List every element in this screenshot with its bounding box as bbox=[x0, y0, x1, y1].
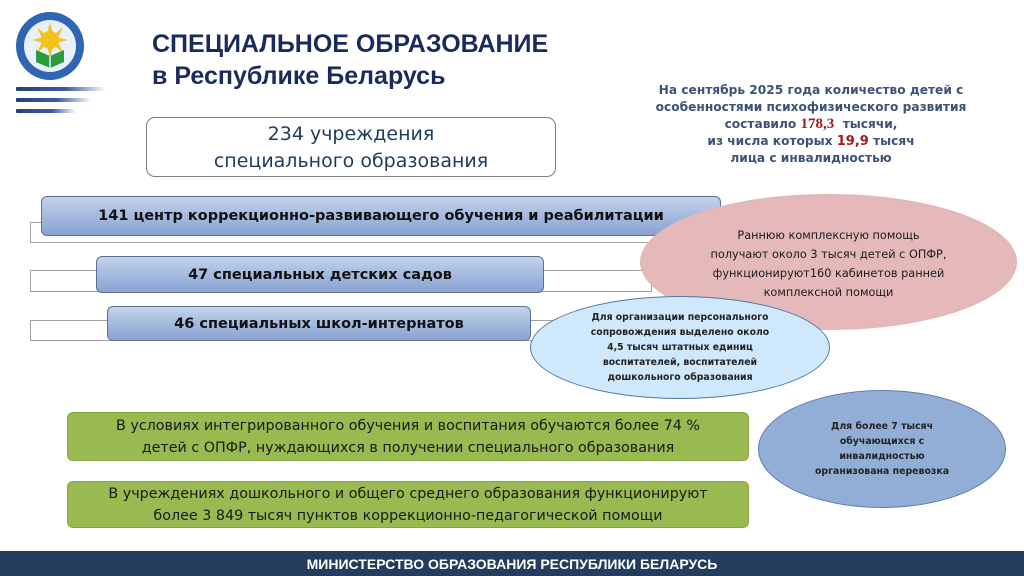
ellipse-line: Раннюю комплексную помощь bbox=[737, 229, 920, 242]
children-total-value: 178,3 bbox=[800, 116, 835, 132]
bar-label: 47 специальных детских садов bbox=[188, 266, 452, 283]
green-box-line: детей с ОПФР, нуждающихся в получении специального образования bbox=[141, 439, 675, 456]
stat-text: из числа которых bbox=[707, 134, 837, 148]
decorative-stripe bbox=[16, 87, 106, 91]
ellipse-line: дошкольного образования bbox=[607, 372, 753, 383]
ellipse-line: воспитателей, воспитателей bbox=[602, 357, 758, 368]
bar-label: 46 специальных школ-интернатов bbox=[174, 315, 464, 332]
rehab-centers-bar bbox=[41, 196, 721, 236]
stat-line: особенностями психофизического развития bbox=[655, 100, 967, 114]
correction-points-box bbox=[67, 481, 749, 528]
ellipse-line: организована перевозка bbox=[814, 466, 950, 477]
footer-text: МИНИСТЕРСТВО ОБРАЗОВАНИЯ РЕСПУБЛИКИ БЕЛАРУСЬ bbox=[306, 555, 718, 572]
stat-line bbox=[630, 116, 992, 133]
kindergartens-bar bbox=[96, 256, 544, 293]
stat-text: составило bbox=[724, 117, 801, 131]
ellipse-line: сопровождения выделено около bbox=[590, 327, 770, 338]
bar-label: 141 центр коррекционно-развивающего обучения и реабилитации bbox=[98, 208, 664, 224]
institutions-line: специального образования bbox=[213, 150, 489, 172]
stat-line: На сентябрь 2025 года количество детей с bbox=[658, 83, 964, 97]
green-box-line: В условиях интегрированного обучения и воспитания обучаются более 74 % bbox=[116, 417, 700, 434]
stat-text: тысячи, bbox=[834, 117, 898, 131]
institutions-total-box bbox=[146, 117, 556, 177]
ellipse-line: Для организации персонального bbox=[591, 312, 769, 323]
title-line-2: в Республике Беларусь bbox=[152, 62, 446, 90]
ellipse-line: комплексной помощи bbox=[763, 286, 894, 299]
integrated-education-box bbox=[67, 412, 749, 461]
decorative-stripe bbox=[16, 98, 91, 102]
institutions-line: 234 учреждения bbox=[267, 123, 435, 145]
disabled-total-value: 19,9 bbox=[836, 134, 869, 149]
ellipse-line: инвалидностью bbox=[839, 451, 925, 462]
ellipse-line: получают около 3 тысяч детей с ОПФР, bbox=[710, 248, 947, 261]
stat-line: лица с инвалидностью bbox=[730, 151, 892, 165]
page-title bbox=[152, 28, 548, 92]
ellipse-line: 4,5 тысяч штатных единиц bbox=[607, 342, 753, 353]
ministry-emblem-icon bbox=[12, 10, 88, 82]
ellipse-line: обучающихся с bbox=[839, 436, 925, 447]
ellipse-line: Для более 7 тысяч bbox=[830, 421, 934, 432]
transport-ellipse bbox=[758, 390, 1006, 508]
decorative-stripe bbox=[16, 109, 76, 113]
stat-text: тысяч bbox=[868, 134, 915, 148]
footer-banner bbox=[0, 551, 1024, 576]
boarding-schools-bar bbox=[107, 306, 531, 341]
green-box-line: В учреждениях дошкольного и общего среднего образования функционируют bbox=[108, 485, 708, 502]
ellipse-line: функционируют160 кабинетов ранней bbox=[712, 267, 945, 280]
children-statistics bbox=[630, 82, 992, 167]
green-box-line: более 3 849 тысяч пунктов коррекционно-педагогической помощи bbox=[153, 507, 663, 524]
title-line-1: СПЕЦИАЛЬНОЕ ОБРАЗОВАНИЕ bbox=[152, 30, 549, 58]
personal-support-ellipse bbox=[530, 296, 830, 399]
stat-line bbox=[630, 133, 992, 150]
